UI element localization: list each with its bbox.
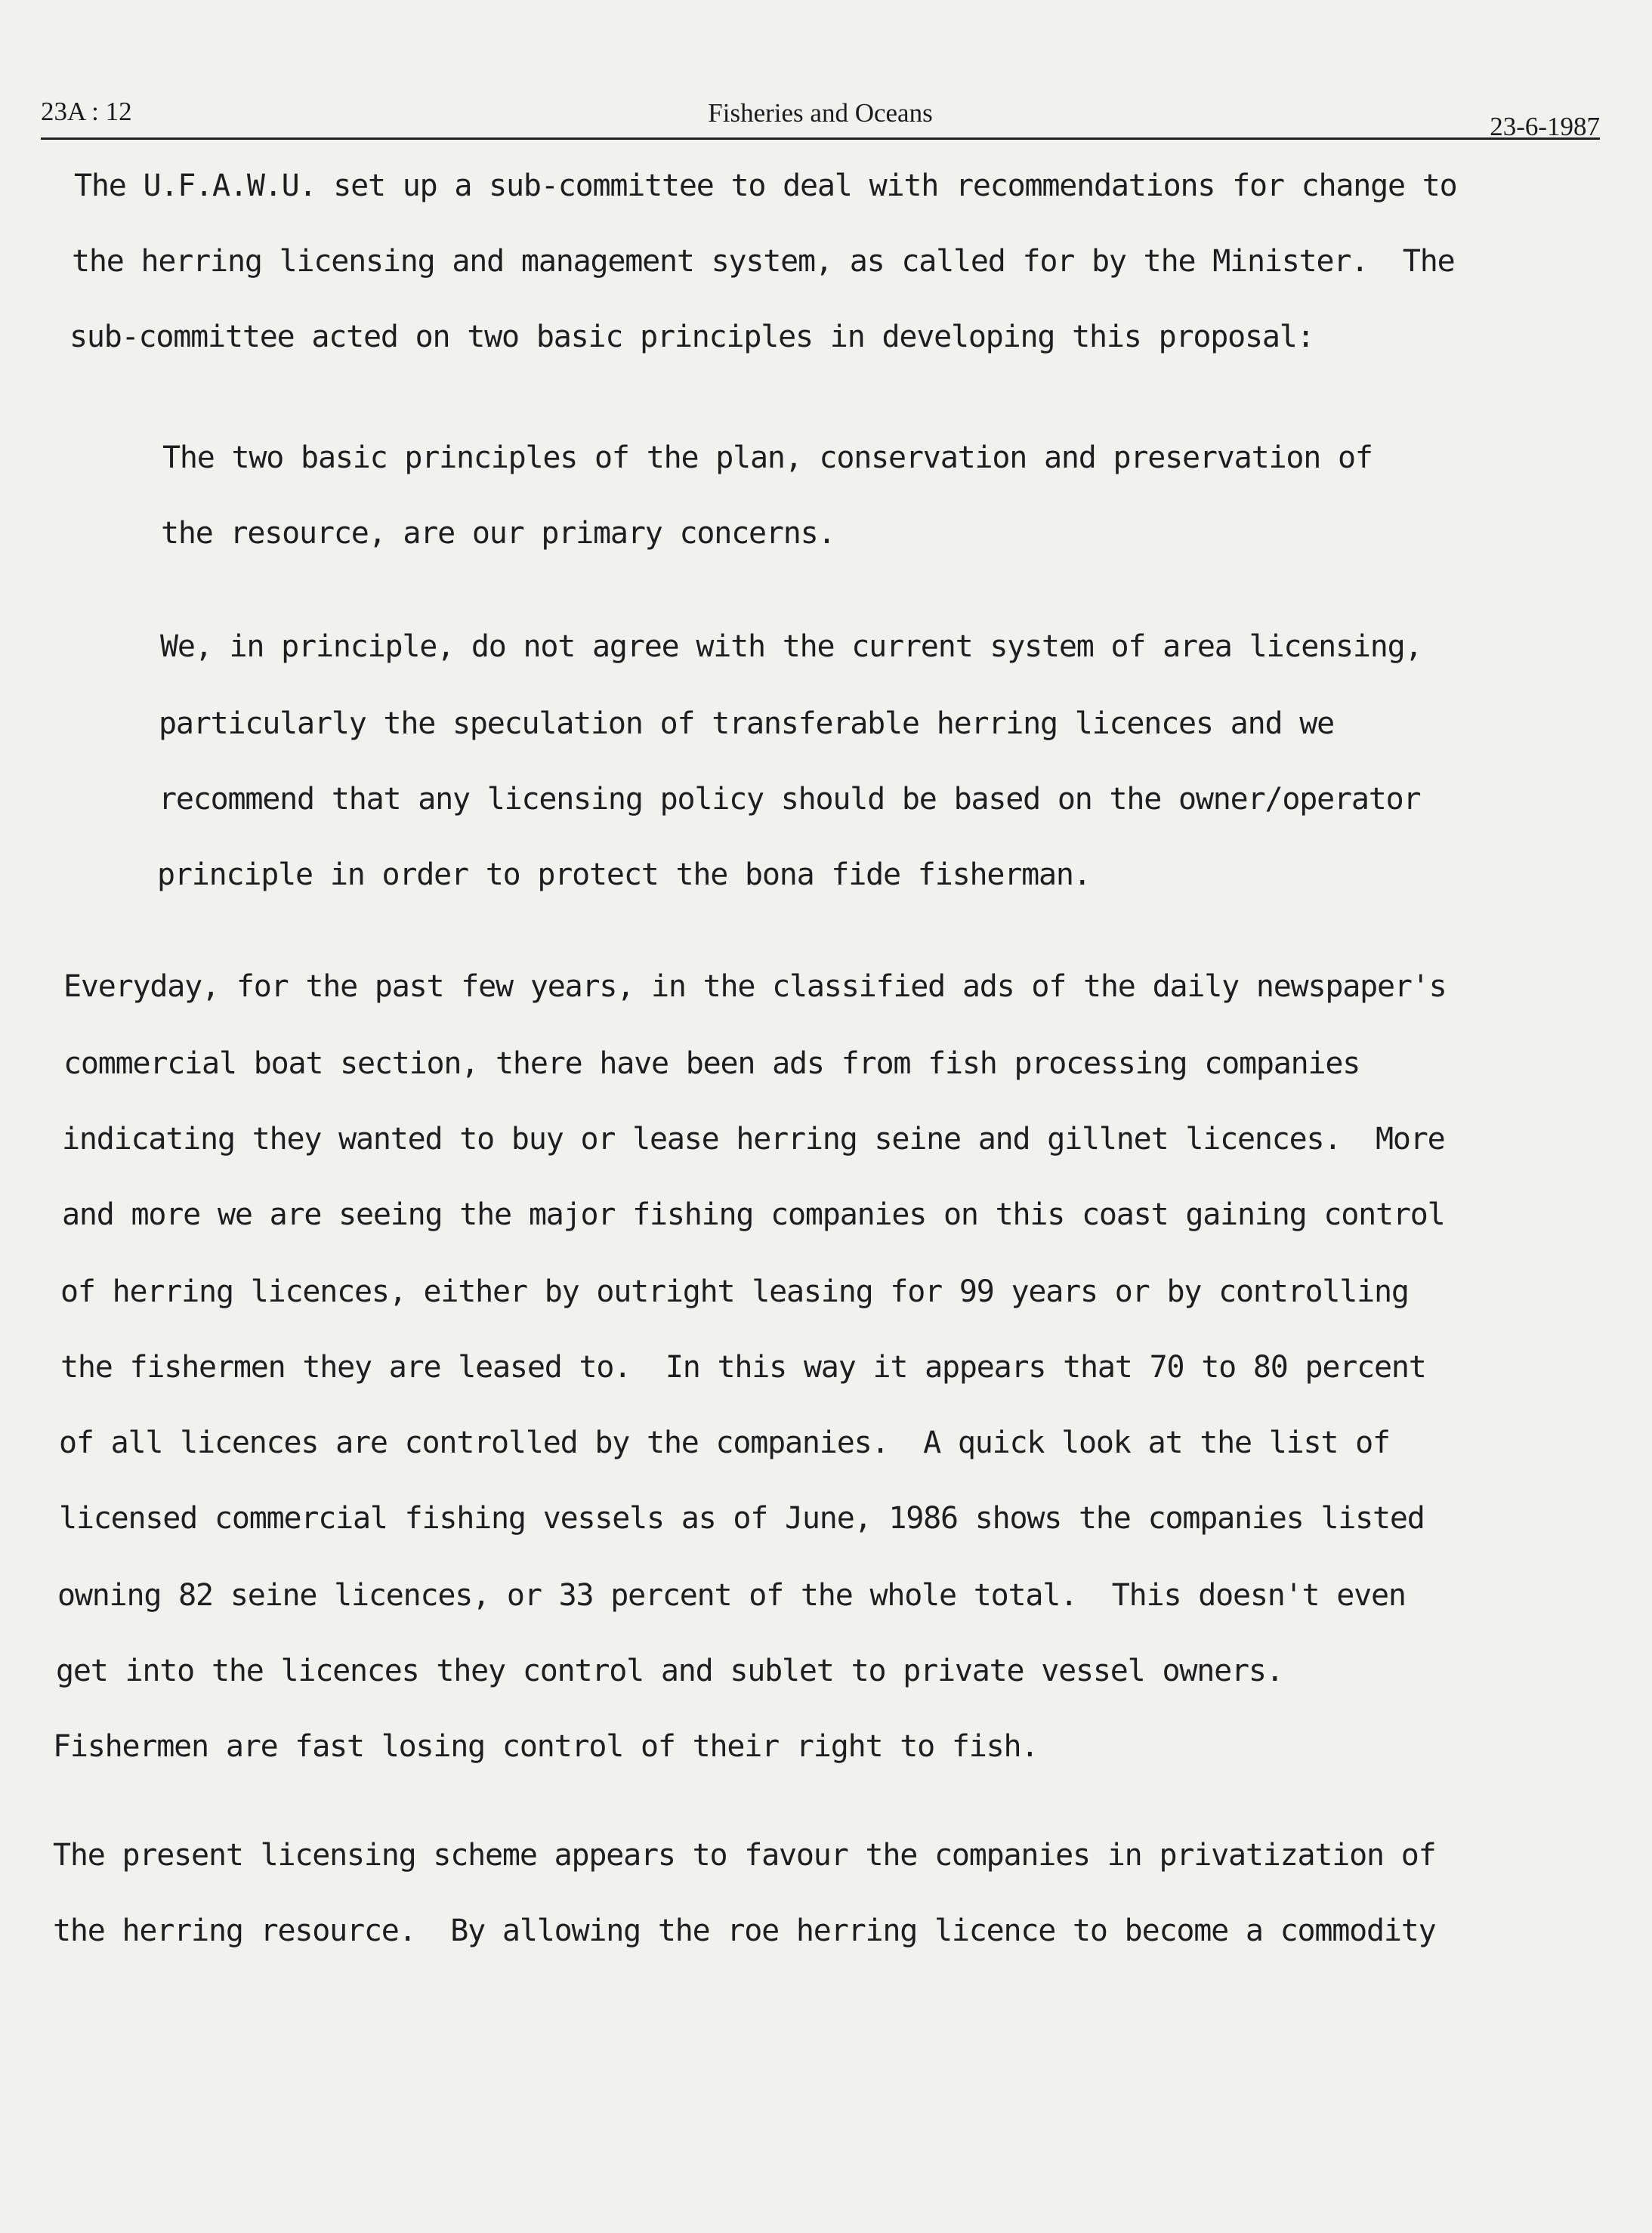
text-line: particularly the speculation of transferable herring licences and we: [159, 706, 1334, 741]
text-line: recommend that any licensing policy should be based on the owner/operator: [159, 782, 1421, 817]
text-line: of herring licences, either by outright leasing for 99 years or by controlling: [60, 1274, 1409, 1309]
page-reference: 23A : 12: [41, 97, 132, 126]
text-line: of all licences are controlled by the companies. A quick look at the list of: [59, 1425, 1390, 1460]
text-line: the herring resource. By allowing the roe herring licence to become a commodity: [53, 1913, 1436, 1948]
text-line: The present licensing scheme appears to favour the companies in privatization of: [53, 1838, 1436, 1873]
publication-title: Fisheries and Oceans: [708, 98, 933, 128]
text-line: get into the licences they control and sublet to private vessel owners.: [56, 1654, 1283, 1688]
text-line: owning 82 seine licences, or 33 percent of the whole total. This doesn't even: [57, 1578, 1406, 1613]
text-line: Fishermen are fast losing control of their right to fish.: [53, 1729, 1039, 1764]
text-line: the herring licensing and management system, as called for by the Minister. The: [72, 244, 1455, 279]
text-line: principle in order to protect the bona fide fisherman.: [157, 857, 1091, 892]
text-line: sub-committee acted on two basic principles in developing this proposal:: [69, 320, 1314, 354]
header-date: 23-6-1987: [1490, 112, 1600, 141]
page-header: [41, 92, 1600, 140]
text-line: indicating they wanted to buy or lease herring seine and gillnet licences. More: [62, 1122, 1445, 1157]
text-line: We, in principle, do not agree with the current system of area licensing,: [160, 629, 1422, 664]
text-line: The U.F.A.W.U. set up a sub-committee to deal with recommendations for change to: [74, 168, 1457, 203]
text-line: the fishermen they are leased to. In this way it appears that 70 to 80 percent: [60, 1350, 1426, 1385]
text-line: Everyday, for the past few years, in the classified ads of the daily newspaper's: [63, 969, 1447, 1004]
text-line: licensed commercial fishing vessels as of June, 1986 shows the companies listed: [59, 1501, 1425, 1536]
text-line: and more we are seeing the major fishing companies on this coast gaining control: [62, 1197, 1445, 1232]
text-line: The two basic principles of the plan, conservation and preservation of: [162, 440, 1373, 475]
text-line: the resource, are our primary concerns.: [161, 516, 835, 551]
text-line: commercial boat section, there have been ads from fish processing companies: [63, 1046, 1360, 1081]
